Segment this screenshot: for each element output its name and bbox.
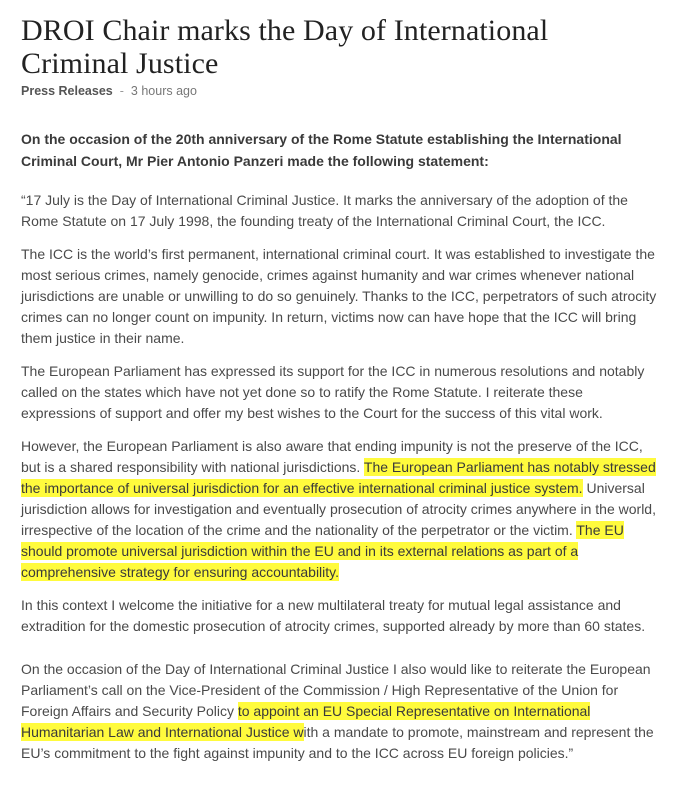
- lead-paragraph: On the occasion of the 20th anniversary of the Rome Statute establishing the International Criminal Court, Mr Pier Antonio Panzeri made the following statement:: [21, 131, 622, 169]
- paragraph-1: “17 July is the Day of International Criminal Justice. It marks the anniversary of the adoption of the Rome Statute on 17 July 1998, the founding treaty of the International Criminal Court, the ICC.: [21, 192, 628, 229]
- paragraph-4: [21, 436, 661, 583]
- highlight-eu-promote: The EU should promote universal jurisdiction within the EU and in its external relations as part of a comprehensive strategy for ensuring accountability.: [21, 522, 624, 580]
- paragraph-5: In this context I welcome the initiative for a new multilateral treaty for mutual legal assistance and extradition for the domestic prosecution of atrocity crimes, supported already by more than 60 states.: [21, 597, 646, 634]
- paragraph-4-text-b: Universal jurisdiction allows for investigation and eventually prosecution of atrocity crimes anywhere in the world, irrespective of the location of the crime and the nationality of the perpetrator or the victim.: [21, 480, 656, 538]
- paragraph-3: The European Parliament has expressed its support for the ICC in numerous resolutions and notably called on the states which have not yet done so to ratify the Rome Statute. I reiterate these expressions of support and offer my best wishes to the Court for the success of this vital work.: [21, 363, 645, 421]
- timestamp: 3 hours ago: [130, 84, 197, 98]
- highlight-universal-jurisdiction: The European Parliament has notably stressed the importance of universal jurisdiction for an effective international criminal justice system.: [21, 459, 656, 496]
- paragraph-6: [21, 659, 661, 764]
- category-link[interactable]: Press Releases: [21, 84, 113, 98]
- article-title: DROI Chair marks the Day of International Criminal Justice: [21, 14, 549, 80]
- paragraph-6-text-b: ith a mandate to promote, mainstream and represent the EU’s commitment to the fight against impunity and to the ICC across EU foreign policies.”: [21, 724, 654, 761]
- meta-separator: -: [119, 84, 124, 98]
- paragraph-2: The ICC is the world’s first permanent, international criminal court. It was established to investigate the most serious crimes, namely genocide, crimes against humanity and war crimes whenever national jurisdictions are unable or unwilling to do so genuinely. Thanks to the ICC, perpetrators of such atrocity crimes can no longer count on impunity. In return, victims now can have hope that the ICC will bring them justice in their name.: [21, 246, 657, 346]
- paragraph-4-text-a: However, the European Parliament is also aware that ending impunity is not the preserve of the ICC, but is a shared responsibility with national jurisdictions.: [21, 438, 643, 475]
- paragraph-6-text-a: On the occasion of the Day of International Criminal Justice I also would like to reiterate the European Parliament’s call on the Vice-President of the Commission / High Representative of the Union for Foreign Affairs and Security Policy: [21, 661, 651, 719]
- highlight-special-representative: to appoint an EU Special Representative on International Humanitarian Law and International Justice w: [21, 703, 591, 740]
- article: [21, 14, 661, 764]
- article-meta: [21, 83, 661, 99]
